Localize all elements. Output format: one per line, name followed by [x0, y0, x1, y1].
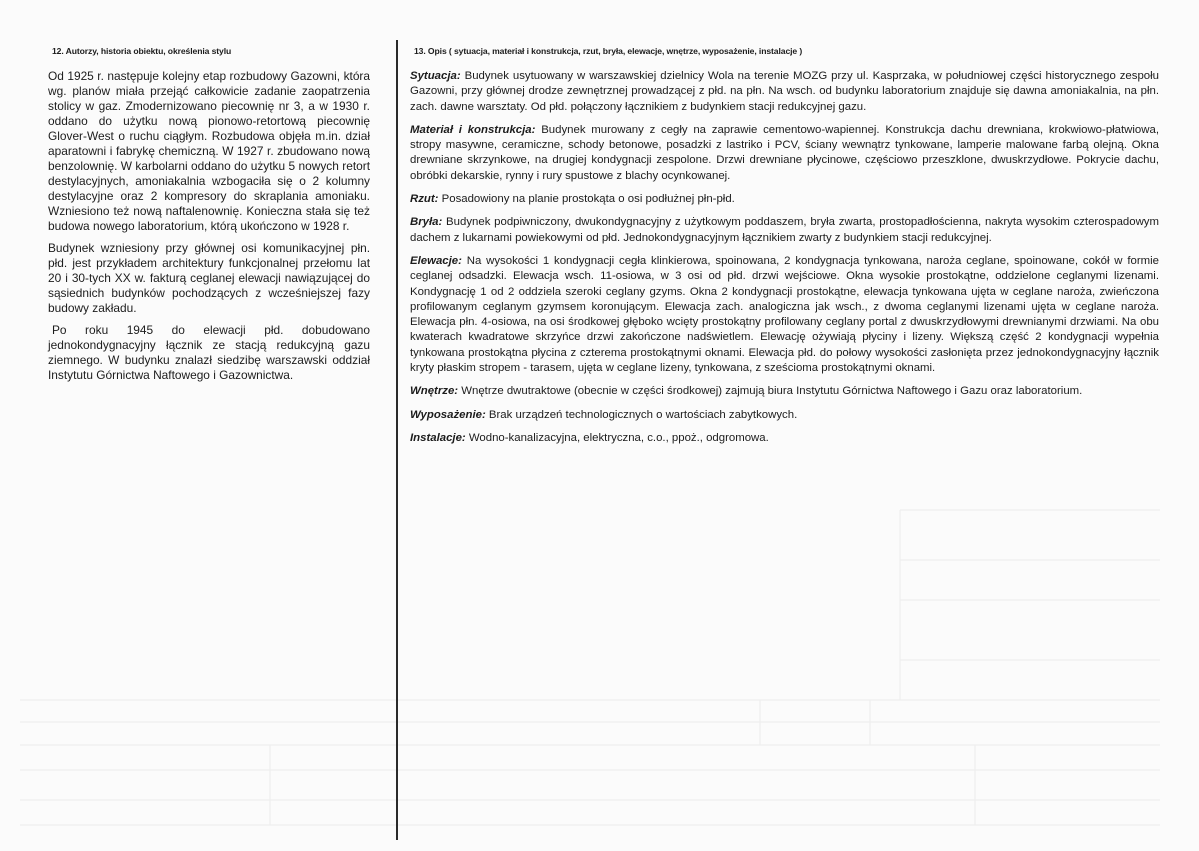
entry-label: Elewacje:: [410, 254, 462, 267]
entry-text: Wnętrze dwutraktowe (obecnie w części środkowej) zajmują biura Instytutu Górnictwa Naftowego i Gazu oraz laboratorium.: [458, 385, 1083, 398]
history-paragraph: Budynek wzniesiony przy głównej osi komunikacyjnej płn. płd. jest przykładem architektury funkcjonalnej przełomu lat 20 i 30-tych XX w. fakturą ceglanej elewacji nawiązującej do sąsiednich budynków pochodzących z wcześniejszej fazy budowy zakładu.: [48, 241, 370, 315]
history-paragraph: Od 1925 r. następuje kolejny etap rozbudowy Gazowni, która wg. planów miała przejąć całkowicie zadanie zaopatrzenia stolicy w gaz. Zmodernizowano piecownię nr 3, a w 1930 r. oddano do użytku nową pionowo-retortową piecownię Glover-West o ruchu ciągłym. Rozbudowa objęła m.in. dział aparatowni i fabrykę chemiczną. W 1927 r. zbudowano nową benzolownię. W karbolarni oddano do użytku 5 nowych retort destylacyjnych, amoniakalnia wzbogaciła się o 2 kolumny destylacyjne oraz 2 kompresory do skraplania amoniaku. Wzniesiono też nową naftalenownię. Konieczna stała się też budowa nowego laboratorium, którą ukończono w 1928 r.: [48, 69, 370, 233]
entry-label: Wnętrze:: [410, 385, 459, 398]
history-paragraph: Po roku 1945 do elewacji płd. dobudowano jednokondygnacyjny łącznik ze stacją redukcyjną gazu ziemnego. W budynku znalazł siedzibę warszawski oddział Instytutu Górnictwa Naftowego i Gazownictwa.: [48, 323, 370, 382]
description-entry-facades: [410, 254, 1159, 376]
entry-text: Na wysokości 1 kondygnacji cegła klinkierowa, spoinowana, 2 kondygnacja tynkowana, naroża ceglane, spoinowane, cokół w formie ceglanej odsadzki. Elewacja wsch. 11-osiowa, w 3 osi od płd. drzwi wejściowe. Okna wysokie prostokątne, oddzielone ceglanymi lizenami. Kondygnację 1 od 2 oddziela szeroki ceglany gzyms. Okna 2 kondygnacji prostokątne, elewacja tynkowana ujęta w ceglane naroża, zwieńczona profilowanym ceglanym gzymsem koronującym. Elewacja zach. analogiczna jak wsch., z dwoma ceglanymi lizenami ujęta w ceglane naroża. Elewacja płn. 4-osiowa, na osi środkowej głęboko wcięty prostokątny profilowany ceglany portal z dwuskrzydłowymi drewnianymi drzwiami. Na obu kwaterach kwadratowe skrzyńce drzwi zakończone nadświetlem. Elewację ożywiają płyciny i lizeny. Większą część 2 kondygnacji wypełnia tynkowana prostokątna płycina z czterema prostokątnymi oknami. Elewacja płd. do połowy wysokości zasłonięta przez jednokondygnacyjny łącznik kryty płaskim stropem - tarasem, ujęta w ceglane lizeny, tynkowana, z sześcioma prostokątnymi oknami.: [410, 254, 1159, 375]
entry-label: Instalacje:: [410, 431, 466, 444]
entry-text: Wodno-kanalizacyjna, elektryczna, c.o., ppoż., odgromowa.: [465, 431, 769, 444]
description-entry-equipment: [410, 408, 1159, 423]
entry-text: Brak urządzeń technologicznych o wartościach zabytkowych.: [485, 408, 798, 421]
description-entry-plan: [410, 192, 1159, 207]
description-entry-interior: [410, 384, 1159, 399]
entry-label: Rzut:: [410, 193, 439, 206]
description-section: [410, 46, 1159, 454]
description-entry-massing: [410, 215, 1159, 246]
description-heading: 13. Opis ( sytuacja, materiał i konstrukcja, rzut, bryła, elewacje, wnętrze, wyposażenie, instalacje ): [414, 46, 803, 56]
history-heading: 12. Autorzy, historia obiektu, określenia stylu: [52, 46, 232, 56]
description-entry-material: [410, 123, 1159, 184]
entry-label: Bryła:: [410, 216, 443, 229]
description-entry-installations: [410, 431, 1159, 446]
entry-text: Budynek podpiwniczony, dwukondygnacyjny z użytkowym poddaszem, bryła zwarta, prostopadłościenna, nakryta wysokim czterospadowym dachem z lukarnami powiekowymi od płd. Jednokondygnacyjnym łącznikiem zwarty z budynkiem stacji redukcyjnej.: [410, 216, 1159, 244]
description-entry-situation: [410, 69, 1159, 115]
entry-text: Budynek murowany z cegły na zaprawie cementowo-wapiennej. Konstrukcja dachu drewniana, krokwiowo-płatwiowa, stropy masywne, ceramiczne, schody betonowe, posadzki z lastriko i PCV, ściany wewnątrz tynkowane, lamperie malowane farbą olejną. Okna drewniane skrzynkowe, na drugiej kondygnacji zespolone. Drzwi drewniane płycinowe, częściowo przeszklone, dwuskrzydłowe. Pokrycie dachu, obróbki dekarskie, rynny i rury spustowe z blachy ocynkowanej.: [410, 123, 1159, 182]
history-section: [48, 46, 370, 390]
entry-text: Posadowiony na planie prostokąta o osi podłużnej płn-płd.: [438, 193, 735, 206]
entry-text: Budynek usytuowany w warszawskiej dzielnicy Wola na terenie MOZG przy ul. Kasprzaka, w południowej części historycznego zespołu Gazowni, przy głównej drodze zewnętrznej prowadzącej z płd. na płn. Na wsch. od budynku laboratorium znajduje się dawna amoniakalnia, na płn. zach. dawne warsztaty. Od płd. połączony łącznikiem z budynkiem stacji redukcyjnej gazu.: [410, 70, 1159, 113]
column-divider: [396, 40, 398, 840]
entry-label: Sytuacja:: [410, 70, 461, 82]
entry-label: Materiał i konstrukcja:: [410, 123, 536, 136]
entry-label: Wyposażenie:: [410, 408, 486, 421]
